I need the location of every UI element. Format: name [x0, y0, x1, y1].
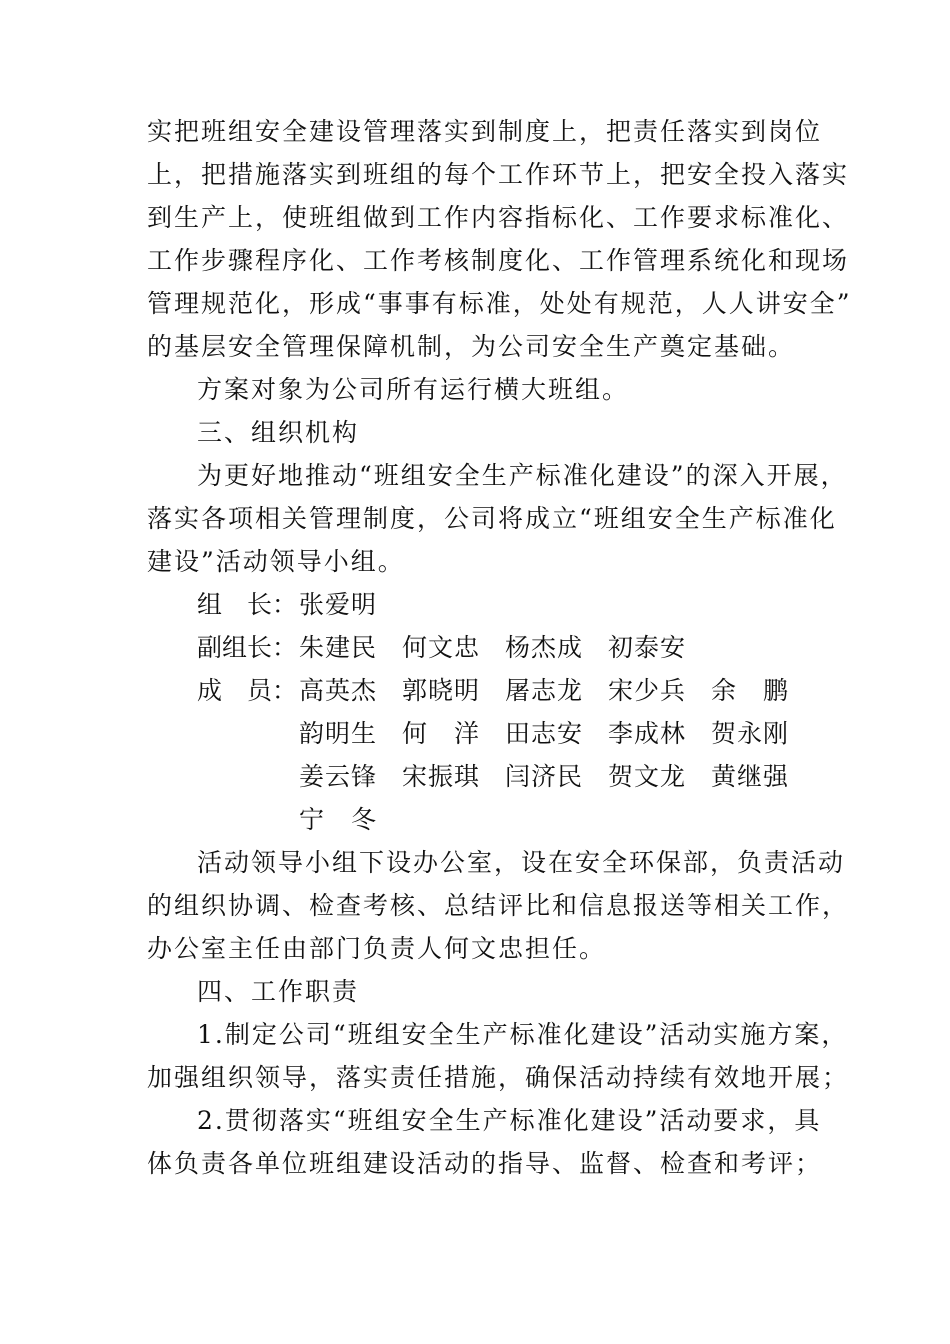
scope-statement: 方案对象为公司所有运行横大班组。	[197, 375, 630, 404]
duty-item-line: 1.制定公司“班组安全生产标准化建设”活动实施方案，	[197, 1020, 849, 1049]
member-name: 何 洋	[402, 719, 481, 748]
paragraph-line: 管理规范化，形成“事事有标准，处处有规范，人人讲安全”	[147, 289, 852, 318]
paragraph-line: 建设”活动领导小组。	[147, 547, 405, 576]
duty-item-line: 加强组织领导，落实责任措施，确保活动持续有效地开展；	[147, 1063, 850, 1092]
member-name: 屠志龙	[505, 676, 584, 705]
paragraph-line: 办公室主任由部门负责人何文忠担任。	[147, 934, 607, 963]
member-name: 余 鹏	[711, 676, 790, 705]
roster-label: 副组长：	[197, 633, 298, 662]
members-row	[147, 798, 837, 841]
member-name: 姜云锋	[299, 762, 378, 791]
member-name: 初泰安	[608, 633, 687, 662]
members-row	[147, 712, 837, 755]
member-name: 黄继强	[711, 762, 790, 791]
section-heading: 四、工作职责	[197, 977, 360, 1006]
member-name: 何文忠	[402, 633, 481, 662]
member-name: 朱建民	[299, 633, 378, 662]
member-name: 宋振琪	[402, 762, 481, 791]
member-name: 韵明生	[299, 719, 378, 748]
member-name: 高英杰	[299, 676, 378, 705]
roster-label: 组 长：	[197, 590, 298, 619]
member-name: 田志安	[505, 719, 584, 748]
paragraph-line: 的组织协调、检查考核、总结评比和信息报送等相关工作，	[147, 891, 850, 920]
members-row	[147, 755, 837, 798]
member-name: 贺文龙	[608, 762, 687, 791]
deputy-row	[147, 626, 837, 669]
member-name: 李成林	[608, 719, 687, 748]
document-body	[147, 110, 852, 1185]
member-name: 杨杰成	[505, 633, 584, 662]
paragraph-line: 工作步骤程序化、工作考核制度化、工作管理系统化和现场	[147, 246, 850, 275]
roster-label: 成 员：	[197, 676, 298, 705]
paragraph-line: 活动领导小组下设办公室，设在安全环保部，负责活动	[197, 848, 846, 877]
paragraph-line: 为更好地推动“班组安全生产标准化建设”的深入开展，	[197, 461, 848, 490]
member-name: 贺永刚	[711, 719, 790, 748]
member-name: 宋少兵	[608, 676, 687, 705]
member-name: 张爱明	[299, 590, 378, 619]
members-row	[147, 669, 837, 712]
member-name: 宁 冬	[299, 805, 378, 834]
paragraph-line: 落实各项相关管理制度，公司将成立“班组安全生产标准化	[147, 504, 837, 533]
duty-item-line: 体负责各单位班组建设活动的指导、监督、检查和考评；	[147, 1149, 823, 1178]
member-name: 郭晓明	[402, 676, 481, 705]
paragraph-line: 到生产上，使班组做到工作内容指标化、工作要求标准化、	[147, 203, 850, 232]
paragraph-line: 上，把措施落实到班组的每个工作环节上，把安全投入落实	[147, 160, 850, 189]
member-name: 闫济民	[505, 762, 584, 791]
paragraph-line: 实把班组安全建设管理落实到制度上，把责任落实到岗位	[147, 117, 823, 146]
section-heading: 三、组织机构	[197, 418, 360, 447]
paragraph-line: 的基层安全管理保障机制，为公司安全生产奠定基础。	[147, 332, 796, 361]
leader-row	[147, 583, 837, 626]
duty-item-line: 2.贯彻落实“班组安全生产标准化建设”活动要求，具	[197, 1106, 822, 1135]
